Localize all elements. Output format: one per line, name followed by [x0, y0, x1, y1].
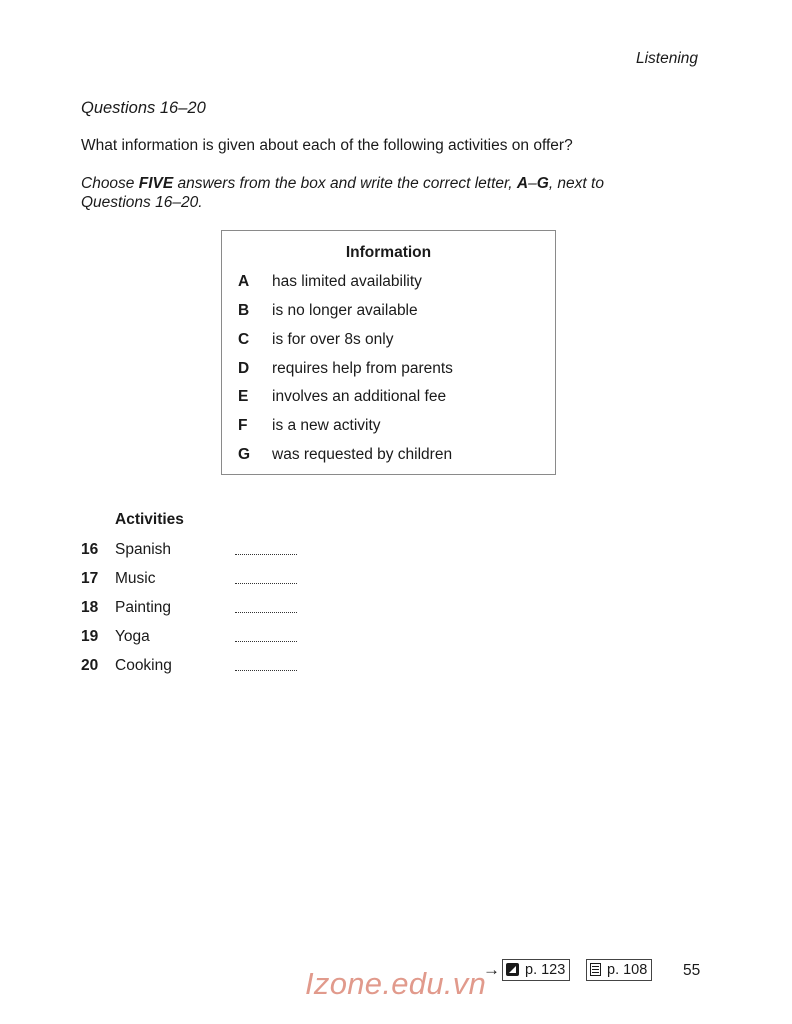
information-option: [238, 272, 422, 292]
transcript-reference-label: p. 108: [607, 962, 648, 978]
question-number: 20: [81, 657, 99, 674]
arrow-right-icon: →: [483, 960, 500, 979]
questions-heading: Questions 16–20: [81, 99, 206, 117]
page-number: 55: [683, 962, 701, 979]
transcript-reference[interactable]: [586, 959, 652, 981]
answer-blank[interactable]: [235, 631, 297, 642]
activity-name: Painting: [115, 599, 172, 616]
information-box: [221, 230, 556, 475]
question-number: 18: [81, 599, 99, 616]
question-number: 17: [81, 570, 99, 587]
option-letter: G: [238, 446, 251, 463]
information-option: [238, 387, 446, 407]
option-text: is no longer available: [272, 302, 418, 319]
audio-reference[interactable]: [502, 959, 570, 981]
activity-row: [81, 656, 341, 676]
answer-blank[interactable]: [235, 660, 297, 671]
information-option: [238, 416, 381, 436]
instruction-part: answers from the box and write the correct letter,: [173, 175, 517, 192]
information-option: [238, 359, 453, 379]
option-letter: F: [238, 417, 248, 434]
running-header: Listening: [635, 50, 698, 67]
instruction-text: [81, 174, 641, 212]
activity-name: Cooking: [115, 657, 172, 674]
watermark: Izone.edu.vn: [305, 966, 487, 1001]
activity-name: Yoga: [115, 628, 150, 645]
activity-row: [81, 627, 341, 647]
option-text: is for over 8s only: [272, 331, 394, 348]
option-letter: A: [238, 273, 250, 290]
instruction-emphasis: G: [536, 175, 549, 192]
instruction-emphasis: A: [516, 175, 529, 192]
activity-name: Spanish: [115, 541, 172, 558]
instruction-part: , next to Questions 16–20.: [81, 175, 604, 211]
activities-heading: Activities: [115, 511, 184, 528]
activity-row: [81, 598, 341, 618]
option-letter: E: [238, 388, 249, 405]
information-option: [238, 330, 393, 350]
answer-blank[interactable]: [235, 602, 297, 613]
activity-row: [81, 569, 341, 589]
option-text: is a new activity: [272, 417, 381, 434]
question-number: 19: [81, 628, 99, 645]
audio-icon: [506, 963, 519, 976]
option-text: has limited availability: [272, 273, 422, 290]
option-text: involves an additional fee: [272, 388, 447, 405]
option-letter: C: [238, 331, 250, 348]
option-text: requires help from parents: [272, 360, 453, 377]
question-prompt: What information is given about each of the following activities on offer?: [81, 137, 573, 154]
transcript-icon: [590, 963, 601, 976]
option-letter: B: [238, 302, 250, 319]
option-text: was requested by children: [272, 446, 453, 463]
information-option: [238, 445, 452, 465]
option-letter: D: [238, 360, 250, 377]
activity-row: [81, 540, 341, 560]
instruction-part: Choose: [81, 175, 139, 192]
information-option: [238, 301, 418, 321]
instruction-emphasis: FIVE: [138, 175, 174, 192]
question-number: 16: [81, 541, 99, 558]
activity-name: Music: [115, 570, 156, 587]
answer-blank[interactable]: [235, 544, 297, 555]
instruction-part: –: [528, 175, 537, 192]
audio-reference-label: p. 123: [525, 962, 566, 978]
answer-blank[interactable]: [235, 573, 297, 584]
information-box-title: Information: [345, 244, 432, 261]
